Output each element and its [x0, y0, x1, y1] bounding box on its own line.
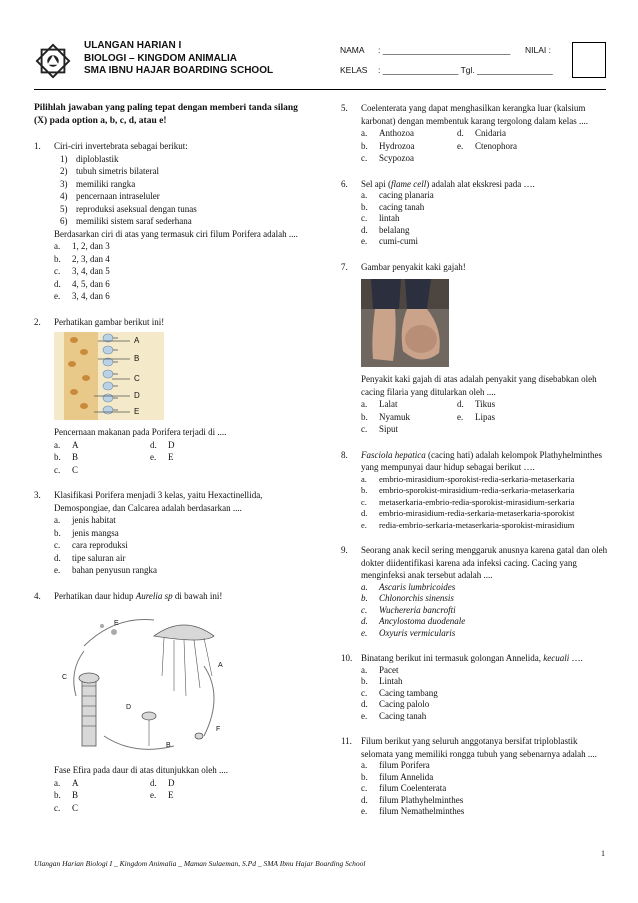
option-c[interactable]: c. 3, 4, dan 5 — [54, 266, 110, 276]
option-b[interactable]: b. Nyamuk — [361, 411, 410, 422]
option-e[interactable]: e. redia-embrio-serkaria-metaserkaria-sporokist-mirasidium — [361, 519, 575, 530]
option-d[interactable]: d. Tikus — [457, 399, 496, 409]
option-e[interactable]: e. filum Nemathelminthes — [361, 806, 465, 816]
question-2 — [34, 316, 306, 477]
options — [361, 474, 609, 532]
option-a[interactable]: a. filum Porifera — [361, 760, 430, 770]
option-a[interactable]: a. A — [54, 777, 79, 788]
question-stem: Sel api (flame cell) adalah alat ekskresi pada …. — [361, 178, 535, 189]
question-10 — [341, 652, 609, 722]
exam-title: ULANGAN HARIAN I — [84, 40, 182, 51]
question-number: 7. — [341, 261, 348, 272]
options — [361, 760, 609, 818]
option-a[interactable]: a. cacing planaria — [361, 190, 434, 200]
option-b[interactable]: b. B — [54, 452, 79, 462]
right-column — [341, 102, 609, 831]
option-b[interactable]: b. 2, 3, dan 4 — [54, 253, 110, 264]
kelas-label: KELAS — [340, 65, 368, 75]
option-b[interactable]: b. Lintah — [361, 676, 403, 686]
options — [361, 398, 609, 436]
kelas-field[interactable]: : ________________ Tgl. ________________ — [378, 65, 553, 75]
option-c[interactable]: c. C — [54, 464, 79, 475]
question-5 — [341, 102, 609, 165]
option-d[interactable]: d. D — [150, 777, 175, 788]
jellyfish-lifecycle-diagram-icon — [54, 606, 266, 758]
option-c[interactable]: c. cara reproduksi — [54, 540, 128, 550]
options — [54, 439, 306, 477]
option-e[interactable]: e. E — [150, 452, 174, 462]
figure-label-b: B — [134, 354, 140, 363]
porifera-cell-diagram-icon — [54, 332, 164, 420]
question-number: 5. — [341, 103, 348, 113]
option-a[interactable]: a. Lalat — [361, 399, 398, 409]
figure-label-c: C — [134, 374, 140, 383]
question-stem: Perhatikan gambar berikut ini! — [54, 316, 165, 327]
criteria-item: 4) pencernaan intraseluler — [60, 191, 160, 201]
option-b[interactable]: b. filum Annelida — [361, 771, 434, 782]
elephantiasis-photo — [361, 279, 449, 367]
option-a[interactable]: a. A — [54, 439, 79, 450]
option-d[interactable]: d. filum Plathyhelminthes — [361, 794, 464, 805]
question-7 — [341, 261, 609, 436]
page-footer: Ulangan Harian Biologi I _ Kingdom Animalia _ Maman Sulaeman, S.Pd _ SMA Ibnu Hajar Boarding School — [34, 859, 366, 868]
criteria-item: 5) reproduksi aseksual dengan tunas — [60, 203, 197, 214]
question-stem: Ciri-ciri invertebrata sebagai berikut: — [54, 141, 188, 151]
nama-label: NAMA — [340, 45, 365, 55]
exam-subject: BIOLOGI – KINGDOM ANIMALIA — [84, 52, 237, 64]
score-box[interactable] — [572, 42, 606, 78]
school-name: SMA IBNU HAJAR BOARDING SCHOOL — [84, 65, 274, 76]
question-number: 2. — [34, 316, 41, 327]
option-c[interactable]: c. Cacing tambang — [361, 687, 438, 698]
option-e[interactable]: e. E — [150, 790, 174, 800]
options — [361, 190, 609, 248]
options — [54, 514, 306, 577]
question-stem-2: Pencernaan makanan pada Porifera terjadi di .... — [54, 427, 227, 437]
option-d[interactable]: d. tipe saluran air — [54, 552, 126, 563]
school-title — [84, 40, 273, 78]
option-e[interactable]: e. Lipas — [457, 411, 495, 422]
question-number: 11. — [341, 736, 352, 746]
page-header — [0, 0, 638, 95]
porifera-figure — [54, 332, 164, 420]
question-stem: Binatang berikut ini termasuk golongan Annelida, kecuali …. — [361, 653, 583, 663]
question-stem-2: Penyakit kaki gajah di atas adalah penyakit yang disebabkan oleh cacing filaria yang ditularkan oleh .... — [361, 374, 597, 397]
options — [361, 582, 609, 640]
figure-label-e: E — [114, 620, 119, 627]
option-b[interactable]: b. Hydrozoa — [361, 140, 415, 151]
figure-label-c: C — [62, 674, 68, 681]
option-d[interactable]: d. embrio-mirasidium-redia-serkaria-metaserkaria-sporokist — [361, 508, 575, 518]
option-c[interactable]: c. C — [54, 802, 79, 813]
option-d[interactable]: d. D — [150, 439, 175, 450]
option-d[interactable]: d. 4, 5, dan 6 — [54, 278, 110, 289]
question-stem: Klasifikasi Porifera menjadi 3 kelas, yaitu Hexactinellida, Demospongiae, dan Calcarea adalah berdasarkan .... — [54, 490, 263, 513]
option-b[interactable]: b. embrio-sporokist-mirasidium-redia-serkaria-metaserkaria — [361, 485, 575, 495]
option-e[interactable]: e. Cacing tanah — [361, 710, 427, 721]
option-c[interactable]: c. Scypozoa — [361, 153, 414, 163]
option-e[interactable]: e. 3, 4, dan 6 — [54, 291, 110, 301]
option-e[interactable]: e. bahan penyusun rangka — [54, 565, 157, 575]
option-c[interactable]: c. filum Coelenterata — [361, 783, 447, 793]
options — [361, 665, 609, 723]
question-number: 6. — [341, 178, 348, 189]
question-stem: Gambar penyakit kaki gajah! — [361, 261, 466, 272]
question-6 — [341, 178, 609, 248]
page-number: 1 — [601, 849, 605, 858]
question-stem-2: Berdasarkan ciri di atas yang termasuk ciri filum Porifera adalah .... — [54, 228, 298, 239]
question-8 — [341, 449, 609, 532]
option-b[interactable]: b. B — [54, 790, 79, 800]
swollen-leg-photo-icon — [361, 279, 449, 367]
option-e[interactable]: e. Ctenophora — [457, 140, 517, 151]
options — [54, 240, 306, 303]
option-a[interactable]: a. Ascaris lumbricoides — [361, 581, 456, 592]
option-b[interactable]: b. jenis mangsa — [54, 527, 119, 538]
option-c[interactable]: c. Siput — [361, 424, 399, 434]
question-stem-2: Fase Efira pada daur di atas ditunjukkan oleh .... — [54, 765, 228, 775]
figure-label-d: D — [126, 704, 132, 711]
question-3 — [34, 489, 306, 577]
question-number: 9. — [341, 545, 348, 555]
question-1 — [34, 140, 306, 303]
question-number: 3. — [34, 490, 41, 500]
figure-label-b: B — [166, 742, 171, 749]
option-d[interactable]: d. Cacing palolo — [361, 699, 430, 709]
question-stem: Seorang anak kecil sering menggaruk anusnya karena gatal dan oleh dokter diidentifikasi karena ada infeksi cacing. Cacing yang menginfeksi anak tersebut adalah .... — [361, 545, 608, 580]
aurelia-lifecycle-figure — [54, 606, 266, 758]
question-stem: Coelenterata yang dapat menghasilkan kerangka luar (kalsium karbonat) dengan membentuk karang tergolong dalam kelas .... — [361, 103, 589, 126]
figure-label-f: F — [216, 726, 221, 733]
question-stem: Perhatikan daur hidup Aurelia sp di bawah ini! — [54, 590, 223, 601]
option-a[interactable]: a. embrio-mirasidium-sporokist-redia-serkaria-metaserkaria — [361, 473, 575, 484]
option-c[interactable]: c. lintah — [361, 213, 400, 223]
option-e[interactable]: e. Oxyuris vermicularis — [361, 627, 456, 638]
option-a[interactable]: a. 1, 2, dan 3 — [54, 241, 110, 251]
criteria-item: 2) tubuh simetris bilateral — [60, 166, 159, 176]
option-d[interactable]: d. belalang — [361, 224, 410, 235]
nilai-label: NILAI : — [525, 45, 551, 55]
option-d[interactable]: d. Ancylostoma duodenale — [361, 616, 466, 626]
header-divider — [34, 89, 606, 90]
criteria-list — [54, 153, 306, 228]
option-c[interactable]: c. metaserkaria-embrio-redia-sporokist-mirasidium-serkaria — [361, 496, 575, 507]
option-b[interactable]: b. Chlonorchis sinensis — [361, 593, 454, 603]
figure-label-a: A — [134, 336, 140, 345]
option-a[interactable]: a. jenis habitat — [54, 515, 116, 525]
options — [361, 127, 609, 165]
option-a[interactable]: a. Anthozoa — [361, 128, 414, 138]
question-stem: Filum berikut yang seluruh anggotanya bersifat triploblastik selomata yang memiliki rongga tubuh yang sebenarnya adalah .... — [361, 736, 597, 759]
question-9 — [341, 544, 609, 639]
question-stem: Fasciola hepatica (cacing hati) adalah kelompok Plathyhelminthes yang mempunyai daur hidup sebagai berikut …. — [361, 449, 602, 472]
option-d[interactable]: d. Cnidaria — [457, 128, 506, 138]
question-4 — [34, 590, 306, 815]
school-logo-icon — [34, 42, 72, 80]
question-number: 10. — [341, 653, 353, 663]
option-b[interactable]: b. cacing tanah — [361, 201, 425, 212]
option-e[interactable]: e. cumi-cumi — [361, 236, 418, 246]
options — [54, 777, 306, 815]
option-a[interactable]: a. Pacet — [361, 664, 399, 675]
question-number: 1. — [34, 141, 41, 151]
question-number: 8. — [341, 449, 348, 460]
option-c[interactable]: c. Wuchereria bancrofti — [361, 604, 456, 615]
nama-field[interactable]: : ___________________________ — [378, 45, 511, 55]
question-11 — [341, 735, 609, 818]
left-column — [34, 102, 306, 827]
criteria-item: 3) memiliki rangka — [60, 178, 136, 189]
figure-label-a: A — [218, 662, 223, 669]
figure-label-e: E — [134, 407, 140, 416]
criteria-item: 1) diploblastik — [60, 153, 119, 164]
question-number: 4. — [34, 590, 41, 601]
criteria-item: 6) memiliki sistem saraf sederhana — [60, 216, 192, 226]
figure-label-d: D — [134, 391, 140, 400]
instructions: Pilihlah jawaban yang paling tepat dengan memberi tanda silang (X) pada option a, b, c, d, atau e! — [34, 103, 298, 126]
